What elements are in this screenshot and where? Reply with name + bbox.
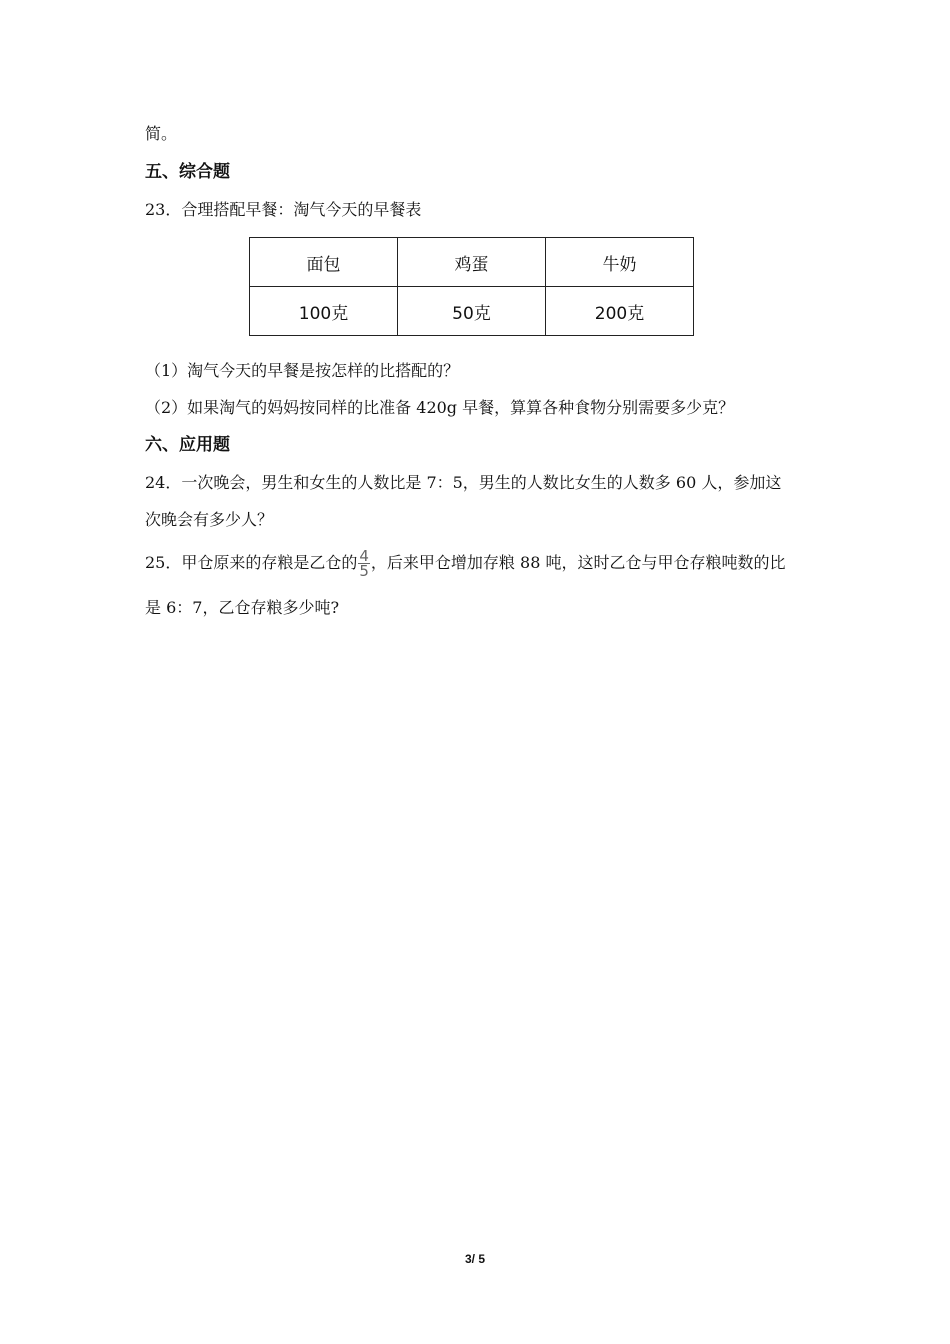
table-cell: 鸡蛋: [398, 238, 546, 287]
table-header-row: [250, 238, 694, 287]
question-25-text-before: 25．甲仓原来的存粮是乙仓的: [145, 553, 358, 572]
question-25-line-2: 是 6：7，乙仓存粮多少吨?: [145, 598, 340, 617]
table-row: [250, 287, 694, 336]
breakfast-table: [249, 237, 694, 336]
table-cell: 50克: [398, 287, 546, 336]
section-five-heading: 五、综合题: [145, 162, 230, 182]
fraction-numerator: 4: [359, 547, 369, 565]
question-23-stem: 23．合理搭配早餐：淘气今天的早餐表: [145, 200, 422, 219]
section-six-heading: 六、应用题: [145, 435, 230, 455]
page-number: 3/ 5: [464, 1252, 485, 1266]
question-23-sub-2: （2）如果淘气的妈妈按同样的比准备 420g 早餐，算算各种食物分别需要多少克？: [145, 398, 735, 417]
question-25-text-after: ，后来甲仓增加存粮 88 吨，这时乙仓与甲仓存粮吨数的比: [370, 553, 786, 572]
table-cell: 牛奶: [546, 238, 694, 287]
fraction-denominator: 5: [359, 562, 369, 580]
previous-question-tail: 简。: [145, 124, 178, 143]
table-cell: 面包: [250, 238, 398, 287]
question-23-sub-1: （1）淘气今天的早餐是按怎样的比搭配的？: [145, 361, 460, 380]
table-cell: 100克: [250, 287, 398, 336]
question-24-line-1: 24．一次晚会，男生和女生的人数比是 7：5，男生的人数比女生的人数多 60 人，参加这: [145, 473, 782, 492]
question-24-line-2: 次晚会有多少人？: [145, 510, 274, 529]
question-25-line-1: [145, 546, 785, 580]
table-cell: 200克: [546, 287, 694, 336]
fraction-four-fifths: [358, 549, 370, 578]
